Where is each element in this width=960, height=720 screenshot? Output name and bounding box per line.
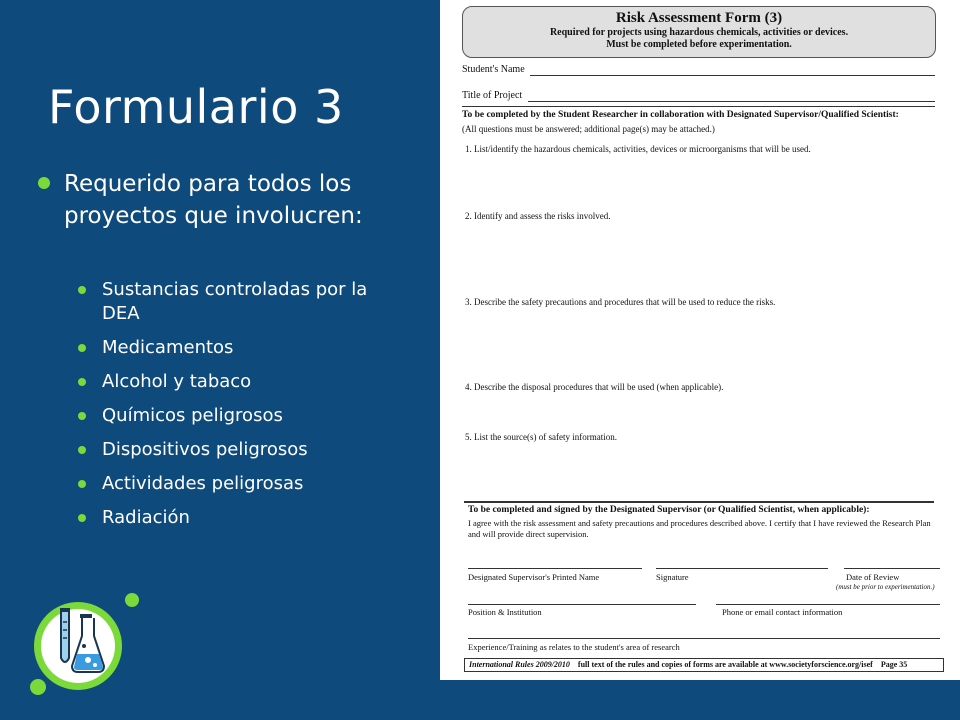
form-subtitle: Required for projects using hazardous chemicals, activities or devices. [549, 27, 849, 38]
sub-bullet: Actividades peligrosas [78, 472, 398, 496]
contact-field [716, 604, 940, 605]
form-subtitle: Must be completed before experimentation. [606, 39, 792, 50]
section2-text: I agree with the risk assessment and safety precautions and procedures described above. I certify that I have reviewed the Research Plan and will provide direct supervision. [468, 518, 931, 539]
date-label: Date of Review [846, 572, 900, 582]
bullet-dot-icon [78, 446, 86, 454]
footer-text: full text of the rules and copies of forms are available at www.societyforscience.org/isef [577, 660, 873, 669]
experience-label: Experience/Training as relates to the student's area of research [468, 642, 680, 652]
question-5: 5. List the source(s) of safety information. [465, 432, 617, 442]
footer-page: Page 35 [880, 660, 908, 669]
question-4: 4. Describe the disposal procedures that will be used (when applicable). [465, 382, 724, 392]
form-footer [464, 658, 944, 672]
section1-note: (All questions must be answered; additional page(s) may be attached.) [462, 124, 715, 134]
divider [462, 106, 935, 107]
footer-rules: International Rules 2009/2010 [469, 660, 570, 669]
divider [464, 501, 934, 503]
main-bullet-text: Requerido para todos los proyectos que involucren: [64, 171, 363, 229]
bullet-dot-icon [78, 378, 86, 386]
printed-name-label: Designated Supervisor's Printed Name [468, 572, 600, 582]
bullet-dot-icon [78, 412, 86, 420]
slide-title: Formulario 3 [48, 80, 344, 134]
date-field [844, 568, 940, 569]
form-title: Risk Assessment Form (3) [615, 10, 783, 26]
student-name-field [530, 75, 935, 76]
signature-field [656, 568, 828, 569]
question-3: 3. Describe the safety precautions and procedures that will be used to reduce the risks. [465, 297, 776, 307]
section2-heading: To be completed and signed by the Designated Supervisor (or Qualified Scientist, when applicable): [468, 505, 870, 515]
lab-flask-icon [22, 588, 142, 698]
printed-name-field [468, 568, 642, 569]
sub-bullet: Alcohol y tabaco [78, 370, 398, 394]
sub-bullet-list [78, 278, 398, 530]
bullet-dot-icon [78, 286, 86, 294]
experience-field [468, 638, 940, 639]
bullet-dot-icon [38, 177, 50, 189]
sub-bullet: Dispositivos peligrosos [78, 438, 398, 462]
date-note: (must be prior to experimentation.) [836, 583, 935, 591]
sub-bullet: Radiación [78, 506, 398, 530]
position-field [468, 604, 696, 605]
question-1: 1. List/identify the hazardous chemicals, activities, devices or microorganisms that will be used. [465, 144, 811, 154]
signature-label: Signature [656, 572, 689, 582]
sub-bullet: Sustancias controladas por la DEA [78, 278, 398, 326]
sub-bullet: Medicamentos [78, 336, 398, 360]
bullet-dot-icon [78, 514, 86, 522]
student-name-label: Student's Name [462, 64, 525, 75]
project-title-field [528, 101, 935, 102]
risk-assessment-form [440, 0, 960, 680]
position-label: Position & Institution [468, 607, 542, 617]
project-title-label: Title of Project [462, 90, 523, 101]
form-header [462, 6, 936, 58]
bullet-dot-icon [78, 344, 86, 352]
sub-bullet: Químicos peligrosos [78, 404, 398, 428]
bullet-dot-icon [78, 480, 86, 488]
section1-heading: To be completed by the Student Researcher in collaboration with Designated Supervisor/Qualified Scientist: [462, 110, 899, 120]
question-2: 2. Identify and assess the risks involved. [465, 211, 611, 221]
main-bullet [38, 168, 398, 232]
contact-label: Phone or email contact information [722, 607, 843, 617]
